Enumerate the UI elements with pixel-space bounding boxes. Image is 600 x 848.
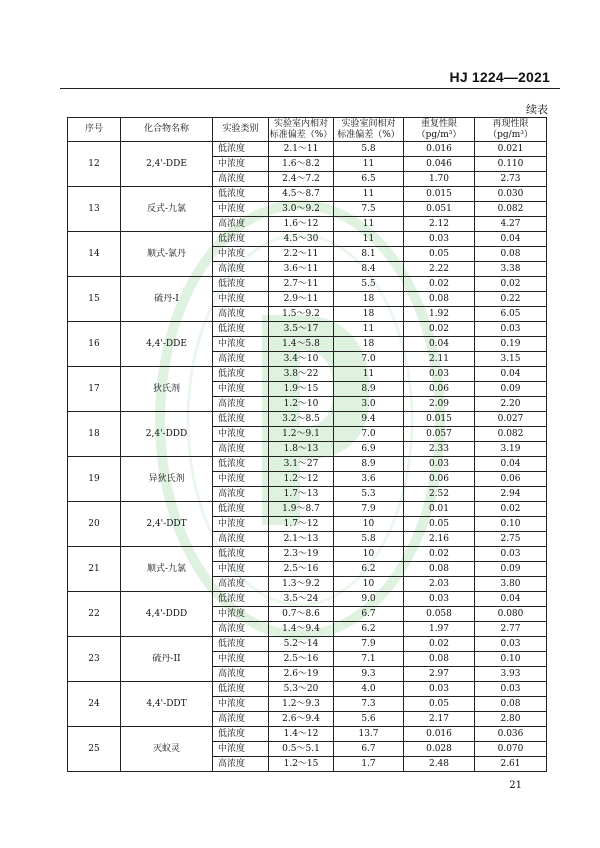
repeatability-limit: 0.046: [404, 157, 475, 172]
inter-lab-rsd: 18: [334, 307, 404, 322]
concentration-level: 高浓度: [213, 667, 269, 682]
concentration-level: 低浓度: [213, 412, 269, 427]
compound-number: 22: [68, 592, 121, 637]
compound-number: 13: [68, 187, 121, 232]
repeatability-limit: 0.08: [404, 562, 475, 577]
concentration-level: 低浓度: [213, 592, 269, 607]
concentration-level: 低浓度: [213, 367, 269, 382]
reproducibility-limit: 0.082: [475, 427, 547, 442]
table-row: [68, 232, 547, 247]
inter-lab-rsd: 8.4: [334, 262, 404, 277]
intra-lab-rsd: 5.3～20: [269, 682, 334, 697]
concentration-level: 高浓度: [213, 487, 269, 502]
concentration-level: 低浓度: [213, 637, 269, 652]
concentration-level: 低浓度: [213, 232, 269, 247]
reproducibility-limit: 0.070: [475, 742, 547, 757]
inter-lab-rsd: 5.8: [334, 532, 404, 547]
repeatability-limit: 0.051: [404, 202, 475, 217]
repeatability-limit: 2.11: [404, 352, 475, 367]
reproducibility-limit: 0.080: [475, 607, 547, 622]
intra-lab-rsd: 3.8～22: [269, 367, 334, 382]
reproducibility-limit: 0.09: [475, 382, 547, 397]
repeatability-limit: 0.08: [404, 292, 475, 307]
standard-code: HJ 1224—2021: [449, 69, 550, 85]
repeatability-limit: 0.015: [404, 187, 475, 202]
repeatability-limit: 0.03: [404, 367, 475, 382]
inter-lab-rsd: 9.4: [334, 412, 404, 427]
concentration-level: 中浓度: [213, 742, 269, 757]
concentration-level: 高浓度: [213, 172, 269, 187]
compound-number: 14: [68, 232, 121, 277]
concentration-level: 高浓度: [213, 442, 269, 457]
compound-name: 2,4'-DDE: [121, 142, 213, 187]
repeatability-limit: 0.016: [404, 142, 475, 157]
reproducibility-limit: 0.08: [475, 247, 547, 262]
repeatability-limit: 0.057: [404, 427, 475, 442]
inter-lab-rsd: 5.5: [334, 277, 404, 292]
inter-lab-rsd: 6.9: [334, 442, 404, 457]
table-body: [68, 142, 547, 772]
table-row: [68, 637, 547, 652]
compound-name: 4,4'-DDE: [121, 322, 213, 367]
intra-lab-rsd: 3.2～8.5: [269, 412, 334, 427]
repeatability-limit: 2.48: [404, 757, 475, 772]
compound-name: 狄氏剂: [121, 367, 213, 412]
intra-lab-rsd: 3.0～9.2: [269, 202, 334, 217]
reproducibility-limit: 0.10: [475, 652, 547, 667]
compound-name: 灭蚁灵: [121, 727, 213, 772]
reproducibility-limit: 2.75: [475, 532, 547, 547]
repeatability-limit: 0.08: [404, 652, 475, 667]
inter-lab-rsd: 3.6: [334, 472, 404, 487]
repeatability-limit: 0.015: [404, 412, 475, 427]
repeatability-limit: 2.17: [404, 712, 475, 727]
reproducibility-limit: 0.19: [475, 337, 547, 352]
intra-lab-rsd: 4.5～30: [269, 232, 334, 247]
intra-lab-rsd: 2.6～19: [269, 667, 334, 682]
intra-lab-rsd: 1.7～13: [269, 487, 334, 502]
intra-lab-rsd: 5.2～14: [269, 637, 334, 652]
inter-lab-rsd: 7.0: [334, 427, 404, 442]
reproducibility-limit: 0.03: [475, 637, 547, 652]
concentration-level: 中浓度: [213, 472, 269, 487]
concentration-level: 中浓度: [213, 337, 269, 352]
repeatability-limit: 0.03: [404, 232, 475, 247]
concentration-level: 中浓度: [213, 157, 269, 172]
intra-lab-rsd: 3.5～17: [269, 322, 334, 337]
concentration-level: 中浓度: [213, 652, 269, 667]
concentration-level: 中浓度: [213, 607, 269, 622]
inter-lab-rsd: 1.7: [334, 757, 404, 772]
concentration-level: 低浓度: [213, 502, 269, 517]
intra-lab-rsd: 4.5～8.7: [269, 187, 334, 202]
intra-lab-rsd: 1.4～5.8: [269, 337, 334, 352]
repeatability-limit: 0.03: [404, 457, 475, 472]
concentration-level: 高浓度: [213, 577, 269, 592]
inter-lab-rsd: 18: [334, 292, 404, 307]
repeatability-limit: 0.04: [404, 337, 475, 352]
intra-lab-rsd: 2.5～16: [269, 562, 334, 577]
intra-lab-rsd: 2.4～7.2: [269, 172, 334, 187]
col-header-level: 实验类别: [213, 118, 269, 142]
intra-lab-rsd: 1.5～9.2: [269, 307, 334, 322]
compound-name: 2,4'-DDT: [121, 502, 213, 547]
repeatability-limit: 0.03: [404, 682, 475, 697]
reproducibility-limit: 6.05: [475, 307, 547, 322]
reproducibility-limit: 2.20: [475, 397, 547, 412]
col-header-no: 序号: [68, 118, 121, 142]
table-row: [68, 502, 547, 517]
intra-lab-rsd: 1.6～8.2: [269, 157, 334, 172]
inter-lab-rsd: 7.9: [334, 502, 404, 517]
reproducibility-limit: 0.04: [475, 592, 547, 607]
reproducibility-limit: 0.03: [475, 682, 547, 697]
concentration-level: 高浓度: [213, 712, 269, 727]
col-header-compound: 化合物名称: [121, 118, 213, 142]
intra-lab-rsd: 2.9～11: [269, 292, 334, 307]
intra-lab-rsd: 3.6～11: [269, 262, 334, 277]
compound-number: 24: [68, 682, 121, 727]
repeatability-limit: 1.97: [404, 622, 475, 637]
inter-lab-rsd: 6.2: [334, 562, 404, 577]
reproducibility-limit: 0.02: [475, 502, 547, 517]
inter-lab-rsd: 6.7: [334, 607, 404, 622]
inter-lab-rsd: 10: [334, 577, 404, 592]
intra-lab-rsd: 1.8～13: [269, 442, 334, 457]
col-header-inter-rsd: 实验室间相对 标准偏差（%）: [334, 118, 404, 142]
intra-lab-rsd: 2.7～11: [269, 277, 334, 292]
reproducibility-limit: 2.61: [475, 757, 547, 772]
intra-lab-rsd: 3.1～27: [269, 457, 334, 472]
repeatability-limit: 0.058: [404, 607, 475, 622]
inter-lab-rsd: 7.1: [334, 652, 404, 667]
concentration-level: 中浓度: [213, 382, 269, 397]
inter-lab-rsd: 10: [334, 547, 404, 562]
reproducibility-limit: 0.03: [475, 322, 547, 337]
inter-lab-rsd: 7.0: [334, 352, 404, 367]
compound-number: 25: [68, 727, 121, 772]
compound-name: 硫丹-II: [121, 637, 213, 682]
repeatability-limit: 0.05: [404, 517, 475, 532]
inter-lab-rsd: 6.5: [334, 172, 404, 187]
intra-lab-rsd: 1.7～12: [269, 517, 334, 532]
concentration-level: 低浓度: [213, 682, 269, 697]
reproducibility-limit: 0.04: [475, 367, 547, 382]
intra-lab-rsd: 2.3～19: [269, 547, 334, 562]
inter-lab-rsd: 8.9: [334, 457, 404, 472]
header-rule: [60, 88, 560, 89]
concentration-level: 低浓度: [213, 142, 269, 157]
compound-number: 12: [68, 142, 121, 187]
intra-lab-rsd: 0.5～5.1: [269, 742, 334, 757]
intra-lab-rsd: 1.2～12: [269, 472, 334, 487]
table-row: [68, 457, 547, 472]
concentration-level: 低浓度: [213, 322, 269, 337]
table-row: [68, 412, 547, 427]
compound-number: 20: [68, 502, 121, 547]
compound-number: 21: [68, 547, 121, 592]
reproducibility-limit: 0.036: [475, 727, 547, 742]
reproducibility-limit: 3.80: [475, 577, 547, 592]
intra-lab-rsd: 1.2～9.1: [269, 427, 334, 442]
table-row: [68, 367, 547, 382]
repeatability-limit: 0.02: [404, 277, 475, 292]
compound-name: 硫丹-I: [121, 277, 213, 322]
concentration-level: 高浓度: [213, 622, 269, 637]
concentration-level: 高浓度: [213, 757, 269, 772]
inter-lab-rsd: 11: [334, 187, 404, 202]
concentration-level: 中浓度: [213, 247, 269, 262]
precision-table: [67, 117, 547, 772]
inter-lab-rsd: 18: [334, 337, 404, 352]
repeatability-limit: 0.016: [404, 727, 475, 742]
compound-number: 16: [68, 322, 121, 367]
repeatability-limit: 2.16: [404, 532, 475, 547]
repeatability-limit: 0.028: [404, 742, 475, 757]
concentration-level: 高浓度: [213, 307, 269, 322]
reproducibility-limit: 0.22: [475, 292, 547, 307]
intra-lab-rsd: 1.2～10: [269, 397, 334, 412]
compound-name: 异狄氏剂: [121, 457, 213, 502]
repeatability-limit: 0.06: [404, 382, 475, 397]
reproducibility-limit: 0.04: [475, 232, 547, 247]
concentration-level: 中浓度: [213, 517, 269, 532]
inter-lab-rsd: 9.3: [334, 667, 404, 682]
inter-lab-rsd: 5.6: [334, 712, 404, 727]
repeatability-limit: 0.02: [404, 322, 475, 337]
reproducibility-limit: 2.80: [475, 712, 547, 727]
reproducibility-limit: 3.19: [475, 442, 547, 457]
inter-lab-rsd: 9.0: [334, 592, 404, 607]
inter-lab-rsd: 11: [334, 367, 404, 382]
table-row: [68, 187, 547, 202]
reproducibility-limit: 2.77: [475, 622, 547, 637]
inter-lab-rsd: 8.9: [334, 382, 404, 397]
concentration-level: 高浓度: [213, 217, 269, 232]
repeatability-limit: 0.05: [404, 247, 475, 262]
concentration-level: 中浓度: [213, 427, 269, 442]
reproducibility-limit: 3.15: [475, 352, 547, 367]
concentration-level: 高浓度: [213, 397, 269, 412]
table-header-row: [68, 118, 547, 142]
inter-lab-rsd: 8.1: [334, 247, 404, 262]
concentration-level: 中浓度: [213, 292, 269, 307]
concentration-level: 低浓度: [213, 187, 269, 202]
reproducibility-limit: 0.030: [475, 187, 547, 202]
repeatability-limit: 2.22: [404, 262, 475, 277]
inter-lab-rsd: 3.0: [334, 397, 404, 412]
reproducibility-limit: 3.38: [475, 262, 547, 277]
repeatability-limit: 2.33: [404, 442, 475, 457]
repeatability-limit: 2.97: [404, 667, 475, 682]
inter-lab-rsd: 11: [334, 322, 404, 337]
repeatability-limit: 0.02: [404, 547, 475, 562]
table-row: [68, 322, 547, 337]
intra-lab-rsd: 2.2～11: [269, 247, 334, 262]
inter-lab-rsd: 11: [334, 232, 404, 247]
repeatability-limit: 2.12: [404, 217, 475, 232]
inter-lab-rsd: 11: [334, 217, 404, 232]
compound-name: 2,4'-DDD: [121, 412, 213, 457]
table-row: [68, 592, 547, 607]
reproducibility-limit: 4.27: [475, 217, 547, 232]
intra-lab-rsd: 1.4～12: [269, 727, 334, 742]
compound-name: 顺式-氯丹: [121, 232, 213, 277]
reproducibility-limit: 0.03: [475, 547, 547, 562]
concentration-level: 中浓度: [213, 202, 269, 217]
reproducibility-limit: 0.02: [475, 277, 547, 292]
intra-lab-rsd: 1.3～9.2: [269, 577, 334, 592]
inter-lab-rsd: 6.2: [334, 622, 404, 637]
table-row: [68, 682, 547, 697]
inter-lab-rsd: 5.3: [334, 487, 404, 502]
reproducibility-limit: 0.027: [475, 412, 547, 427]
table-row: [68, 142, 547, 157]
inter-lab-rsd: 6.7: [334, 742, 404, 757]
reproducibility-limit: 0.082: [475, 202, 547, 217]
concentration-level: 高浓度: [213, 262, 269, 277]
inter-lab-rsd: 11: [334, 157, 404, 172]
intra-lab-rsd: 1.6～12: [269, 217, 334, 232]
compound-number: 18: [68, 412, 121, 457]
repeatability-limit: 0.02: [404, 637, 475, 652]
table-row: [68, 547, 547, 562]
concentration-level: 低浓度: [213, 547, 269, 562]
reproducibility-limit: 2.94: [475, 487, 547, 502]
repeatability-limit: 0.06: [404, 472, 475, 487]
col-header-reproducibility: 再现性限 （pg/m³）: [475, 118, 547, 142]
repeatability-limit: 0.03: [404, 592, 475, 607]
intra-lab-rsd: 2.5～16: [269, 652, 334, 667]
intra-lab-rsd: 1.4～9.4: [269, 622, 334, 637]
table-row: [68, 727, 547, 742]
reproducibility-limit: 0.110: [475, 157, 547, 172]
repeatability-limit: 1.70: [404, 172, 475, 187]
repeatability-limit: 0.05: [404, 697, 475, 712]
repeatability-limit: 2.52: [404, 487, 475, 502]
intra-lab-rsd: 3.4～10: [269, 352, 334, 367]
inter-lab-rsd: 13.7: [334, 727, 404, 742]
concentration-level: 高浓度: [213, 352, 269, 367]
inter-lab-rsd: 7.3: [334, 697, 404, 712]
compound-number: 23: [68, 637, 121, 682]
compound-name: 顺式-九氯: [121, 547, 213, 592]
table-row: [68, 277, 547, 292]
reproducibility-limit: 0.04: [475, 457, 547, 472]
concentration-level: 高浓度: [213, 532, 269, 547]
reproducibility-limit: 2.73: [475, 172, 547, 187]
repeatability-limit: 0.01: [404, 502, 475, 517]
intra-lab-rsd: 1.9～15: [269, 382, 334, 397]
concentration-level: 中浓度: [213, 562, 269, 577]
compound-name: 反式-九氯: [121, 187, 213, 232]
inter-lab-rsd: 5.8: [334, 142, 404, 157]
inter-lab-rsd: 7.9: [334, 637, 404, 652]
inter-lab-rsd: 10: [334, 517, 404, 532]
inter-lab-rsd: 7.5: [334, 202, 404, 217]
repeatability-limit: 2.03: [404, 577, 475, 592]
intra-lab-rsd: 1.2～9.3: [269, 697, 334, 712]
col-header-intra-rsd: 实验室内相对 标准偏差（%）: [269, 118, 333, 140]
repeatability-limit: 2.09: [404, 397, 475, 412]
reproducibility-limit: 0.09: [475, 562, 547, 577]
compound-number: 17: [68, 367, 121, 412]
compound-name: 4,4'-DDT: [121, 682, 213, 727]
reproducibility-limit: 0.08: [475, 697, 547, 712]
intra-lab-rsd: 2.6～9.4: [269, 712, 334, 727]
continued-label: 续表: [526, 103, 548, 116]
reproducibility-limit: 0.10: [475, 517, 547, 532]
reproducibility-limit: 0.021: [475, 142, 547, 157]
repeatability-limit: 1.92: [404, 307, 475, 322]
intra-lab-rsd: 2.1～11: [269, 142, 334, 157]
col-header-repeatability: 重复性限 （pg/m³）: [404, 118, 475, 142]
page-number: 21: [509, 780, 522, 791]
reproducibility-limit: 3.93: [475, 667, 547, 682]
compound-number: 19: [68, 457, 121, 502]
intra-lab-rsd: 3.5～24: [269, 592, 334, 607]
intra-lab-rsd: 1.9～8.7: [269, 502, 334, 517]
intra-lab-rsd: 1.2～15: [269, 757, 334, 772]
compound-name: 4,4'-DDD: [121, 592, 213, 637]
concentration-level: 低浓度: [213, 727, 269, 742]
reproducibility-limit: 0.06: [475, 472, 547, 487]
intra-lab-rsd: 2.1～13: [269, 532, 334, 547]
intra-lab-rsd: 0.7～8.6: [269, 607, 334, 622]
inter-lab-rsd: 4.0: [334, 682, 404, 697]
concentration-level: 中浓度: [213, 697, 269, 712]
compound-number: 15: [68, 277, 121, 322]
concentration-level: 低浓度: [213, 457, 269, 472]
concentration-level: 低浓度: [213, 277, 269, 292]
